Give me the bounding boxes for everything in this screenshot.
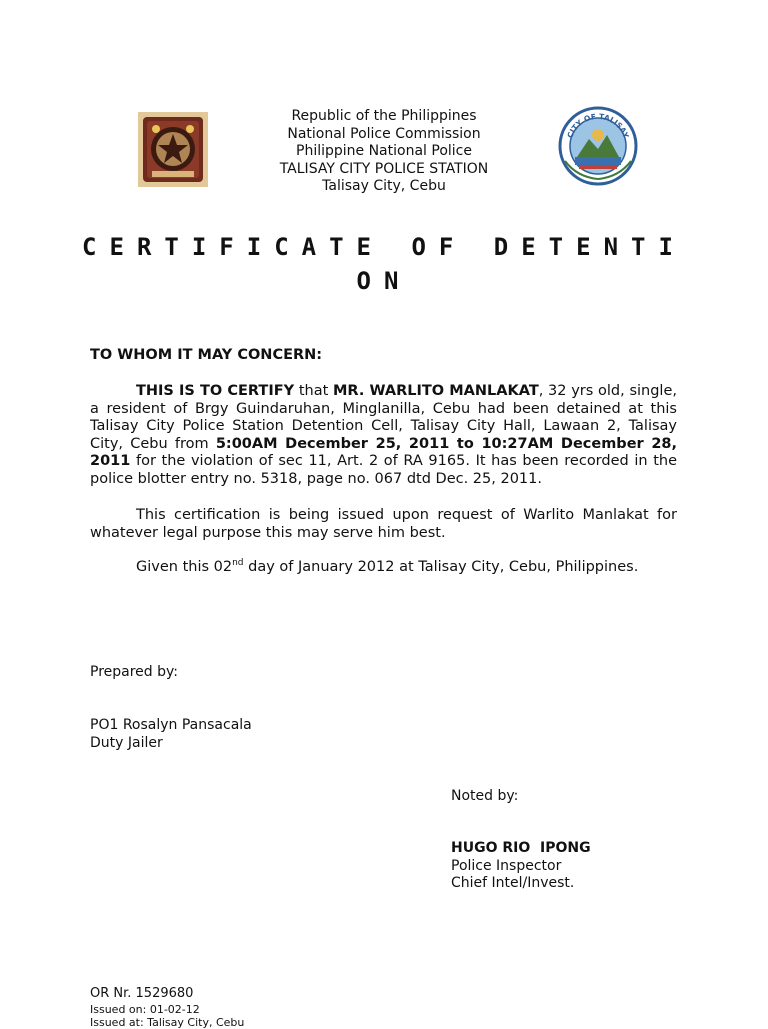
header-city: Talisay City, Cebu — [322, 178, 446, 194]
given-date-paragraph — [90, 559, 677, 577]
or-number: OR Nr. 1529680 — [90, 986, 194, 1001]
noted-by-label: Noted by: — [451, 788, 519, 804]
certification-paragraph — [90, 383, 677, 488]
salutation: TO WHOM IT MAY CONCERN: — [90, 347, 323, 363]
noter-rank: Police Inspector — [451, 858, 562, 874]
pnp-seal-icon — [138, 112, 208, 187]
certify-lead: THIS IS TO CERTIFY — [136, 383, 295, 399]
issued-on: Issued on: 01-02-12 — [90, 1003, 200, 1016]
preparer-name: PO1 Rosalyn Pansacala — [90, 717, 252, 733]
given-date-after: day of January 2012 at Talisay City, Cebu, Philippines. — [243, 559, 639, 575]
paragraph1-text-2: , 32 yrs old, single, a resident of Brgy Guindaruhan, Minglanilla, Cebu had been detained at this Talisay City Police Station Detention Cell, Talisay City Hall, Lawaan 2, Talisay City, Cebu from — [90, 383, 677, 452]
header-agency: Philippine National Police — [296, 143, 472, 159]
document-title: CERTIFICATE OF DETENTI — [82, 233, 686, 261]
header-commission: National Police Commission — [287, 125, 481, 142]
paragraph1-text-3: for the violation of sec 11, Art. 2 of RA 9165. It has been recorded in the police blotter entry no. 5318, page no. 067 dtd Dec. 25, 2011. — [90, 453, 677, 487]
header-station: TALISAY CITY POLICE STATION — [279, 160, 489, 177]
city-of-talisay-seal-icon — [557, 105, 639, 187]
header-country: Republic of the Philippines — [291, 108, 477, 124]
document-title-continued: ON — [356, 267, 412, 295]
paragraph1-text-1: that — [294, 383, 333, 399]
prepared-by-label: Prepared by: — [90, 664, 178, 680]
preparer-position: Duty Jailer — [90, 735, 163, 751]
issued-at: Issued at: Talisay City, Cebu — [90, 1016, 245, 1029]
noter-name: HUGO RIO IPONG — [451, 840, 591, 856]
detainee-name: MR. WARLITO MANLAKAT — [333, 383, 539, 399]
given-date-suffix: nd — [232, 558, 244, 569]
purpose-paragraph: This certification is being issued upon request of Warlito Manlakat for whatever legal purpose this may serve him best. — [90, 507, 677, 541]
given-date-before: Given this 02 — [136, 559, 233, 575]
detention-period: 5:00AM December 25, 2011 to 10:27AM December 28, 2011 — [90, 435, 678, 469]
noter-position: Chief Intel/Invest. — [451, 875, 575, 891]
seal-ring-text: CITY OF TALISAY — [565, 111, 631, 140]
